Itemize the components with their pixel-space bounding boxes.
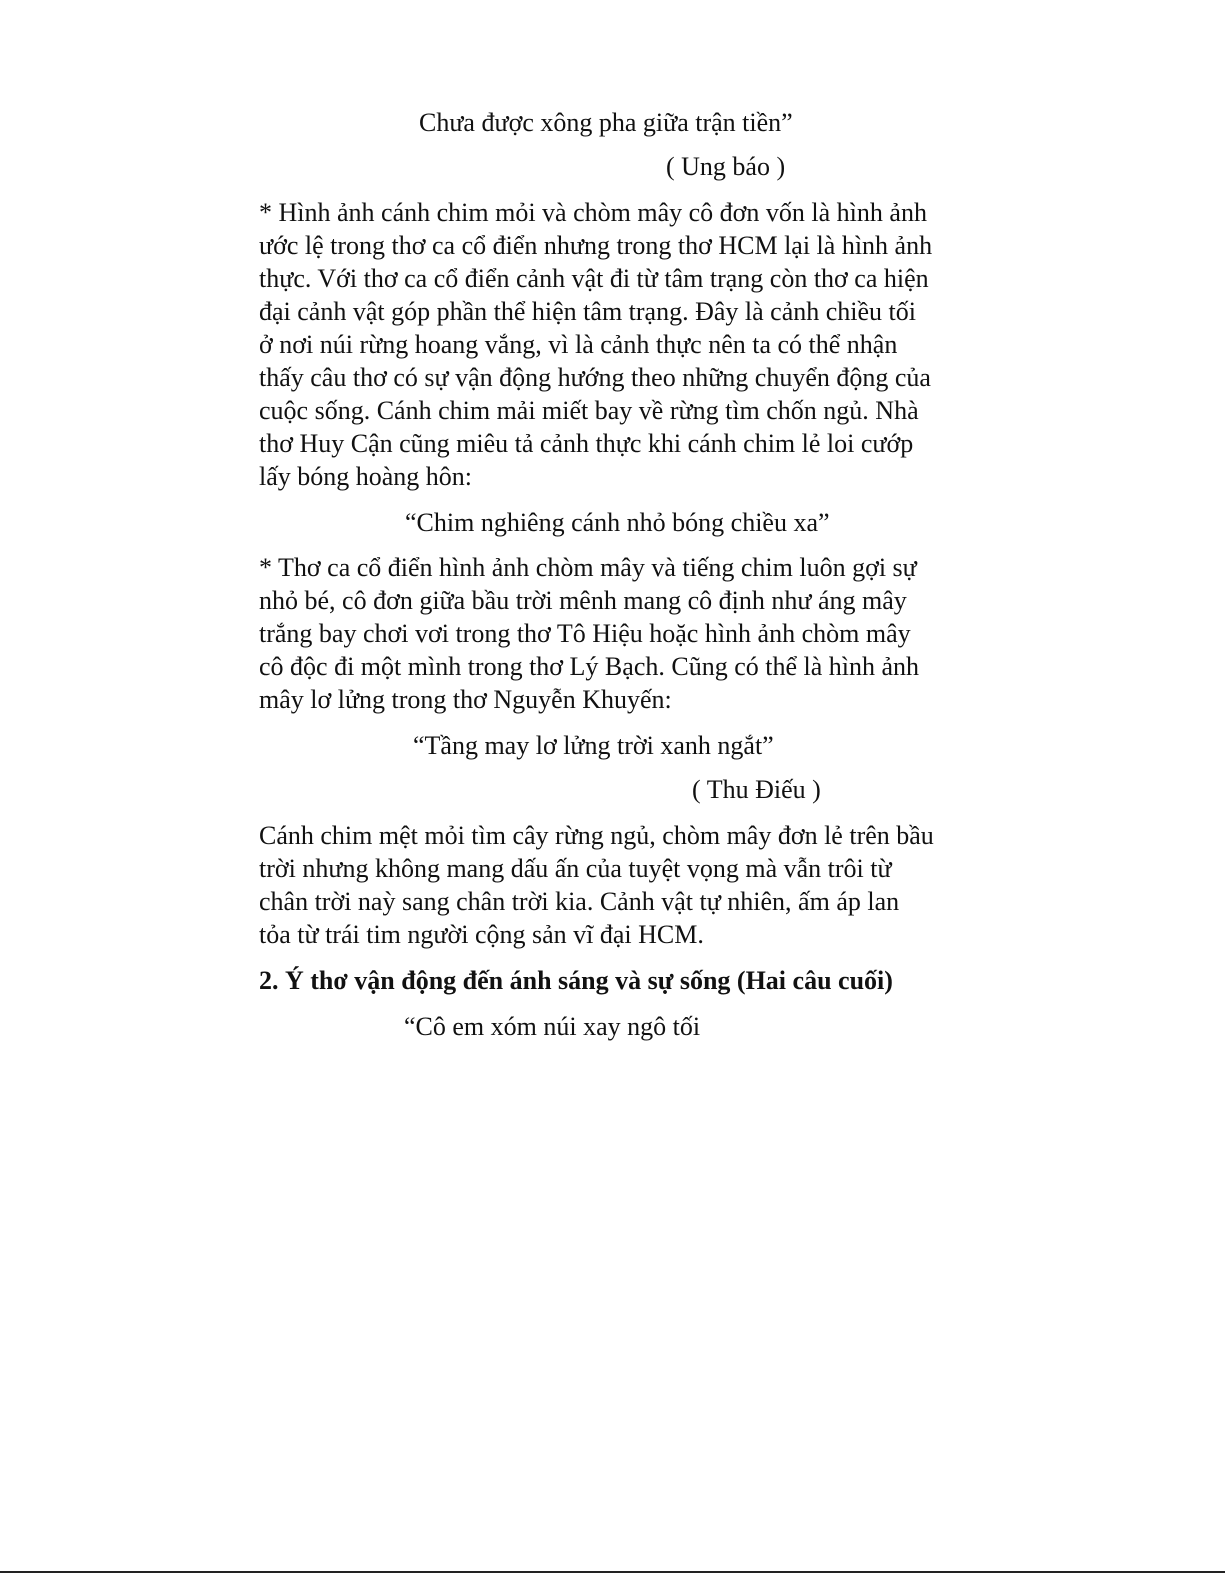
paragraph-line: trắng bay chơi vơi trong thơ Tô Hiệu hoặc hình ảnh chòm mây: [259, 619, 911, 648]
paragraph-line: trời nhưng không mang dấu ấn của tuyệt vọng mà vẫn trôi từ: [259, 854, 892, 883]
paragraph-line: ước lệ trong thơ ca cổ điển nhưng trong thơ HCM lại là hình ảnh: [259, 231, 933, 260]
paragraph-line: thơ Huy Cận cũng miêu tả cảnh thực khi cánh chim lẻ loi cướp: [259, 429, 914, 458]
quote-thu-dieu-source: ( Thu Điếu ): [692, 775, 821, 804]
quote-huy-can: “Chim nghiêng cánh nhỏ bóng chiều xa”: [405, 508, 830, 537]
paragraph-line: chân trời naỳ sang chân trời kia. Cảnh vật tự nhiên, ấm áp lan: [259, 887, 900, 916]
paragraph-line: ở nơi núi rừng hoang vắng, vì là cảnh thực nên ta có thể nhận: [259, 330, 898, 359]
paragraph-line: thấy câu thơ có sự vận động hướng theo những chuyển động của: [259, 363, 931, 392]
paragraph-line: Cánh chim mệt mỏi tìm cây rừng ngủ, chòm mây đơn lẻ trên bầu: [259, 821, 934, 850]
quote-thu-dieu-line: “Tầng may lơ lửng trời xanh ngắt”: [413, 731, 774, 760]
top-quote-line: Chưa được xông pha giữa trận tiền”: [419, 108, 793, 137]
paragraph-line: cuộc sống. Cánh chim mải miết bay về rừng tìm chốn ngủ. Nhà: [259, 396, 919, 425]
paragraph-line: lấy bóng hoàng hôn:: [259, 462, 473, 491]
paragraph-line: nhỏ bé, cô đơn giữa bầu trời mênh mang cô định như áng mây: [259, 586, 907, 615]
paragraph-line: * Thơ ca cổ điển hình ảnh chòm mây và tiếng chim luôn gợi sự: [259, 553, 917, 582]
page-bottom-rule: [0, 1571, 1225, 1573]
paragraph-line: * Hình ảnh cánh chim mỏi và chòm mây cô đơn vốn là hình ảnh: [259, 198, 927, 227]
paragraph-line: tỏa từ trái tim người cộng sản vĩ đại HCM.: [259, 920, 704, 949]
quote-last-poem-line: “Cô em xóm núi xay ngô tối: [404, 1012, 701, 1041]
paragraph-line: đại cảnh vật góp phần thể hiện tâm trạng. Đây là cảnh chiều tối: [259, 297, 916, 326]
top-quote-source: ( Ung báo ): [666, 152, 786, 181]
paragraph-line: cô độc đi một mình trong thơ Lý Bạch. Cũng có thể là hình ảnh: [259, 652, 920, 681]
section-heading: 2. Ý thơ vận động đến ánh sáng và sự sống (Hai câu cuối): [259, 966, 893, 995]
paragraph-line: thực. Với thơ ca cổ điển cảnh vật đi từ tâm trạng còn thơ ca hiện: [259, 264, 929, 293]
paragraph-line: mây lơ lửng trong thơ Nguyễn Khuyến:: [259, 685, 672, 714]
